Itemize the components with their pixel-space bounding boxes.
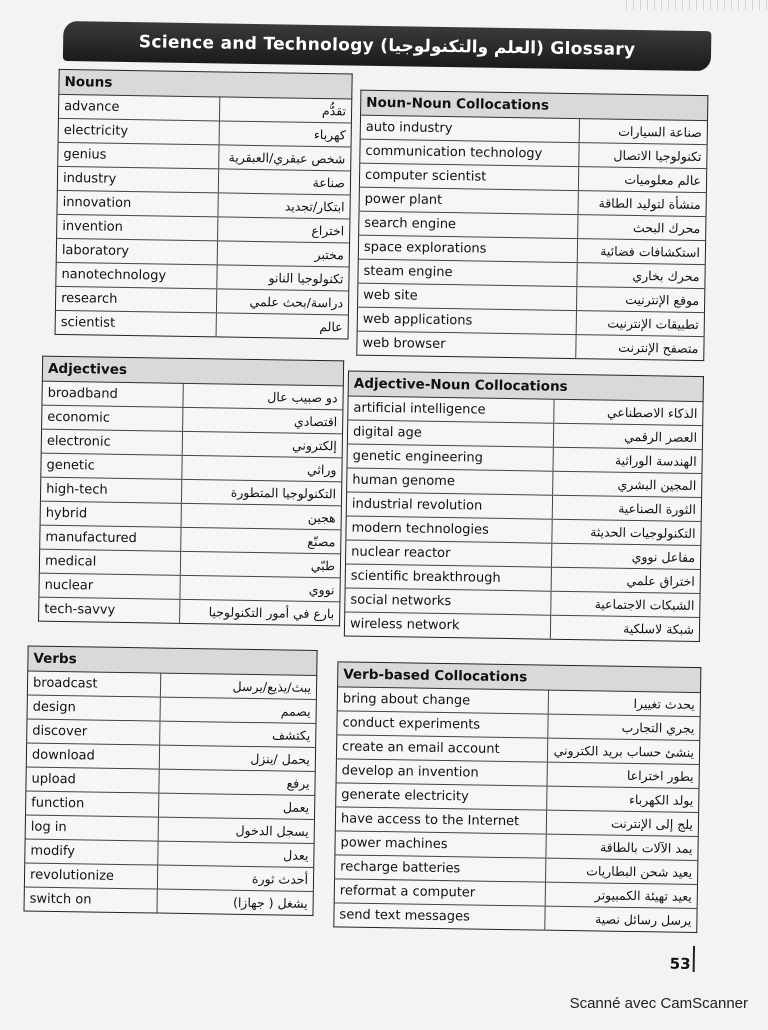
arabic-translation: يحمل /ينزل [159, 745, 315, 771]
arabic-translation: عالم [216, 313, 348, 339]
english-term: web site [358, 283, 577, 310]
english-term: genetic engineering [347, 444, 553, 471]
arabic-translation: اقتصادي [183, 407, 343, 434]
table-row [39, 597, 340, 626]
scanner-watermark: Scanné avec CamScanner [569, 995, 748, 1012]
nouns-grid [55, 69, 353, 340]
english-term: modify [25, 839, 158, 865]
arabic-translation: يحدث تغييرا [548, 690, 701, 716]
english-term: search engine [359, 211, 578, 238]
arabic-translation: تكنولوجيا الاتصال [578, 143, 707, 169]
english-term: hybrid [40, 501, 182, 527]
english-term: power machines [335, 831, 546, 858]
arabic-translation: دو صبيب عال [183, 383, 343, 410]
english-term: broadcast [27, 671, 160, 697]
arabic-translation: صناعة [218, 169, 350, 195]
english-term: laboratory [56, 238, 217, 265]
english-term: steam engine [358, 259, 577, 286]
english-term: nanotechnology [56, 262, 217, 289]
english-term: nuclear reactor [345, 540, 551, 567]
table-row [55, 310, 348, 339]
arabic-translation: يعيد شحن البطاريات [545, 858, 698, 884]
arabic-translation: يمد الآلات بالطاقة [545, 834, 698, 860]
arabic-translation: مفاعل نووي [551, 543, 700, 569]
arabic-translation: بارع في أمور التكنولوجيا [180, 599, 340, 626]
arabic-translation: الذكاء الاصطناعي [554, 399, 703, 425]
english-term: web applications [357, 307, 576, 334]
english-term: communication technology [360, 139, 579, 166]
arabic-translation: مختبر [217, 241, 349, 267]
english-term: switch on [24, 887, 157, 913]
arabic-translation: كهرباء [219, 121, 351, 147]
arabic-translation: إلكتروني [183, 431, 343, 458]
arabic-translation: يطور اختراعا [547, 762, 700, 788]
page-number: 53 [669, 954, 691, 973]
arabic-translation: محرك بخاري [576, 263, 705, 289]
arabic-translation: طبّي [181, 551, 341, 578]
english-term: discover [27, 719, 160, 745]
section-header: Noun-Noun Collocations [361, 90, 708, 120]
arabic-translation: يعيد تهيئة الكمبيوتر [545, 882, 698, 908]
english-term: industrial revolution [346, 492, 552, 519]
english-term: tech-savvy [39, 597, 181, 623]
english-term: broadband [42, 381, 184, 407]
arabic-translation: متصفح الإنترنت [575, 335, 704, 361]
english-term: scientific breakthrough [345, 564, 551, 591]
english-term: genius [58, 142, 219, 169]
english-term: electronic [41, 429, 183, 455]
table-row [357, 331, 704, 360]
page-title: Science and Technology (العلم والتكنولوجيا) Glossary [138, 32, 636, 60]
english-term: download [26, 743, 159, 769]
arabic-translation: استكشافات فضائية [577, 239, 706, 265]
english-term: modern technologies [346, 516, 552, 543]
english-term: send text messages [334, 903, 545, 930]
section-header: Adjectives [42, 356, 343, 386]
arabic-translation: يولد الكهرباء [546, 786, 699, 812]
arabic-translation: مصنّع [181, 527, 341, 554]
adjective-noun-grid [344, 370, 704, 642]
english-term: industry [57, 166, 218, 193]
adjective-noun-collocations-table [344, 370, 704, 642]
english-term: social networks [345, 588, 551, 615]
english-term: computer scientist [359, 163, 578, 190]
english-term: create an email account [336, 735, 547, 762]
verb-based-grid [333, 661, 701, 933]
arabic-translation: شبكة لاسلكية [550, 615, 699, 641]
english-term: auto industry [360, 115, 579, 142]
english-term: digital age [347, 420, 553, 447]
arabic-translation: التكنولوجيا المتطورة [182, 479, 342, 506]
arabic-translation: تقدُّم [220, 97, 352, 123]
page-number-rule [693, 946, 695, 972]
english-term: design [27, 695, 160, 721]
arabic-translation: صناعة السيارات [579, 119, 708, 145]
adjectives-grid [38, 356, 344, 627]
english-term: medical [39, 549, 181, 575]
arabic-translation: اختراع [218, 217, 350, 243]
arabic-translation: المجين البشري [552, 471, 701, 497]
arabic-translation: يجري التجارب [547, 714, 700, 740]
arabic-translation: موقع الإنترنيت [576, 287, 705, 313]
english-term: space explorations [358, 235, 577, 262]
arabic-translation: وراثي [182, 455, 342, 482]
arabic-translation: أحدث ثورة [157, 865, 313, 891]
noun-noun-grid [356, 90, 708, 361]
english-term: function [26, 791, 159, 817]
english-term: human genome [347, 468, 553, 495]
section-header: Nouns [59, 69, 352, 99]
arabic-translation: هجين [182, 503, 342, 530]
english-term: advance [58, 94, 219, 121]
arabic-translation: الهندسة الوراثية [553, 447, 702, 473]
english-term: economic [42, 405, 184, 431]
english-term: research [55, 286, 216, 313]
english-term: high-tech [40, 477, 182, 503]
arabic-translation: منشأة لتوليد الطاقة [578, 191, 707, 217]
english-term: recharge batteries [335, 855, 546, 882]
arabic-translation: نووي [180, 575, 340, 602]
arabic-translation: يشغل ( جهازا) [157, 889, 313, 915]
english-term: upload [26, 767, 159, 793]
english-term: power plant [359, 187, 578, 214]
english-term: manufactured [40, 525, 182, 551]
arabic-translation: اختراق علمي [551, 567, 700, 593]
verb-based-collocations-table [333, 661, 701, 933]
english-term: genetic [41, 453, 183, 479]
english-term: reformat a computer [334, 879, 545, 906]
verbs-table [23, 645, 317, 916]
arabic-translation: تكنولوجيا النانو [217, 265, 349, 291]
english-term: electricity [58, 118, 219, 145]
table-row [344, 612, 699, 642]
arabic-translation: يلج إلى الإنترنت [546, 810, 699, 836]
noun-noun-collocations-table [356, 90, 708, 361]
english-term: artificial intelligence [348, 396, 554, 423]
adjectives-table [38, 356, 344, 627]
english-term: invention [57, 214, 218, 241]
table-row [334, 903, 697, 933]
arabic-translation: يعمل [158, 793, 314, 819]
arabic-translation: الشبكات الاجتماعية [551, 591, 700, 617]
english-term: nuclear [39, 573, 181, 599]
arabic-translation: ابتكار/تجديد [218, 193, 350, 219]
arabic-translation: يرفع [159, 769, 315, 795]
arabic-translation: الثورة الصناعية [552, 495, 701, 521]
english-term: revolutionize [24, 863, 157, 889]
section-header: Verb-based Collocations [338, 662, 701, 693]
arabic-translation: ينشئ حساب بريد الكتروني [547, 738, 700, 764]
arabic-translation: يسجل الدخول [158, 817, 314, 843]
arabic-translation: التكنولوجيات الحديثة [552, 519, 701, 545]
english-term: bring about change [337, 687, 548, 714]
english-term: log in [25, 815, 158, 841]
english-term: innovation [57, 190, 218, 217]
verbs-grid [23, 645, 317, 916]
english-term: conduct experiments [337, 711, 548, 738]
nouns-table [55, 69, 353, 340]
english-term: have access to the Internet [335, 807, 546, 834]
arabic-translation: محرك البحث [577, 215, 706, 241]
arabic-translation: شخص عبقري/العبقرية [219, 145, 351, 171]
arabic-translation: دراسة/بحث علمي [217, 289, 349, 315]
arabic-translation: تطبيقات الإنترنيت [576, 311, 705, 337]
english-term: generate electricity [336, 783, 547, 810]
english-term: web browser [357, 331, 576, 358]
table-row [24, 887, 313, 916]
arabic-translation: يبث/يذيع/يرسل [160, 673, 316, 699]
english-term: wireless network [344, 612, 550, 639]
arabic-translation: العصر الرقمي [553, 423, 702, 449]
arabic-translation: عالم معلوميات [578, 167, 707, 193]
page-title-banner [63, 21, 712, 71]
arabic-translation: يعدل [158, 841, 314, 867]
english-term: scientist [55, 310, 216, 337]
arabic-translation: يصمم [160, 697, 316, 723]
arabic-translation: يكتشف [160, 721, 316, 747]
arabic-translation: يرسل رسائل نصية [544, 906, 697, 932]
section-header: Adjective-Noun Collocations [348, 371, 703, 402]
section-header: Verbs [28, 646, 317, 676]
english-term: develop an invention [336, 759, 547, 786]
